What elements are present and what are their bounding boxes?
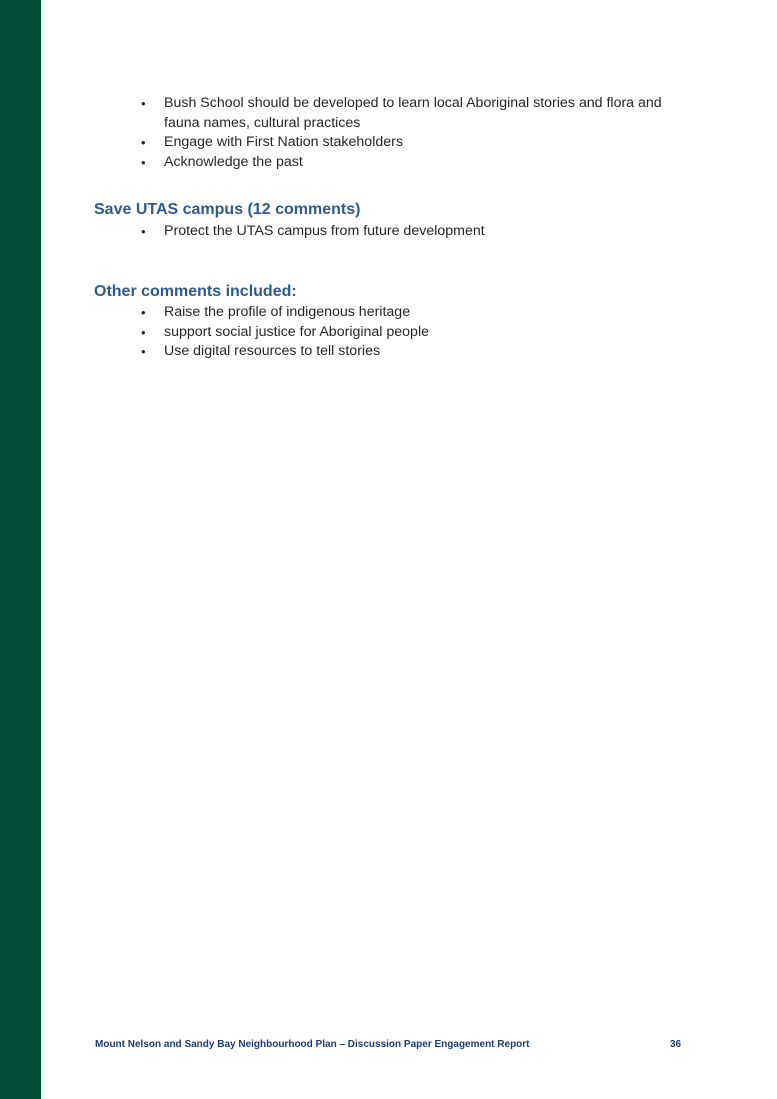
list-item-text: Use digital resources to tell stories: [164, 343, 381, 359]
list-item-text: Protect the UTAS campus from future development: [164, 223, 485, 239]
intro-bullet-list: [138, 94, 698, 172]
list-item: [138, 94, 698, 133]
other-bullet-list: [138, 303, 698, 362]
bullet-icon: •: [141, 324, 146, 340]
list-item-text: Bush School should be developed to learn local Aboriginal stories and flora and fauna names, cultural practices: [164, 95, 662, 131]
section-heading-other: Other comments included:: [94, 283, 297, 300]
bullet-icon: •: [141, 305, 146, 320]
list-item: [138, 133, 698, 153]
list-item: [138, 323, 698, 343]
bullet-icon: •: [141, 96, 146, 111]
utas-bullet-list: [138, 222, 698, 242]
list-item-text: Acknowledge the past: [164, 153, 303, 170]
section-heading-utas: Save UTAS campus (12 comments): [94, 201, 361, 218]
list-item: [138, 342, 698, 362]
footer-title: Mount Nelson and Sandy Bay Neighbourhood Plan – Discussion Paper Engagement Report: [95, 1039, 530, 1050]
bullet-icon: •: [141, 154, 146, 170]
page-number: 36: [670, 1039, 682, 1050]
list-item: [138, 153, 698, 173]
bullet-icon: •: [141, 344, 146, 359]
list-item-text: support social justice for Aboriginal people: [164, 323, 429, 340]
list-item-text: Raise the profile of indigenous heritage: [164, 304, 411, 320]
bullet-icon: •: [141, 135, 146, 150]
list-item-text: Engage with First Nation stakeholders: [164, 134, 403, 150]
list-item: [138, 303, 698, 323]
list-item: [138, 222, 698, 242]
bullet-icon: •: [141, 224, 146, 239]
